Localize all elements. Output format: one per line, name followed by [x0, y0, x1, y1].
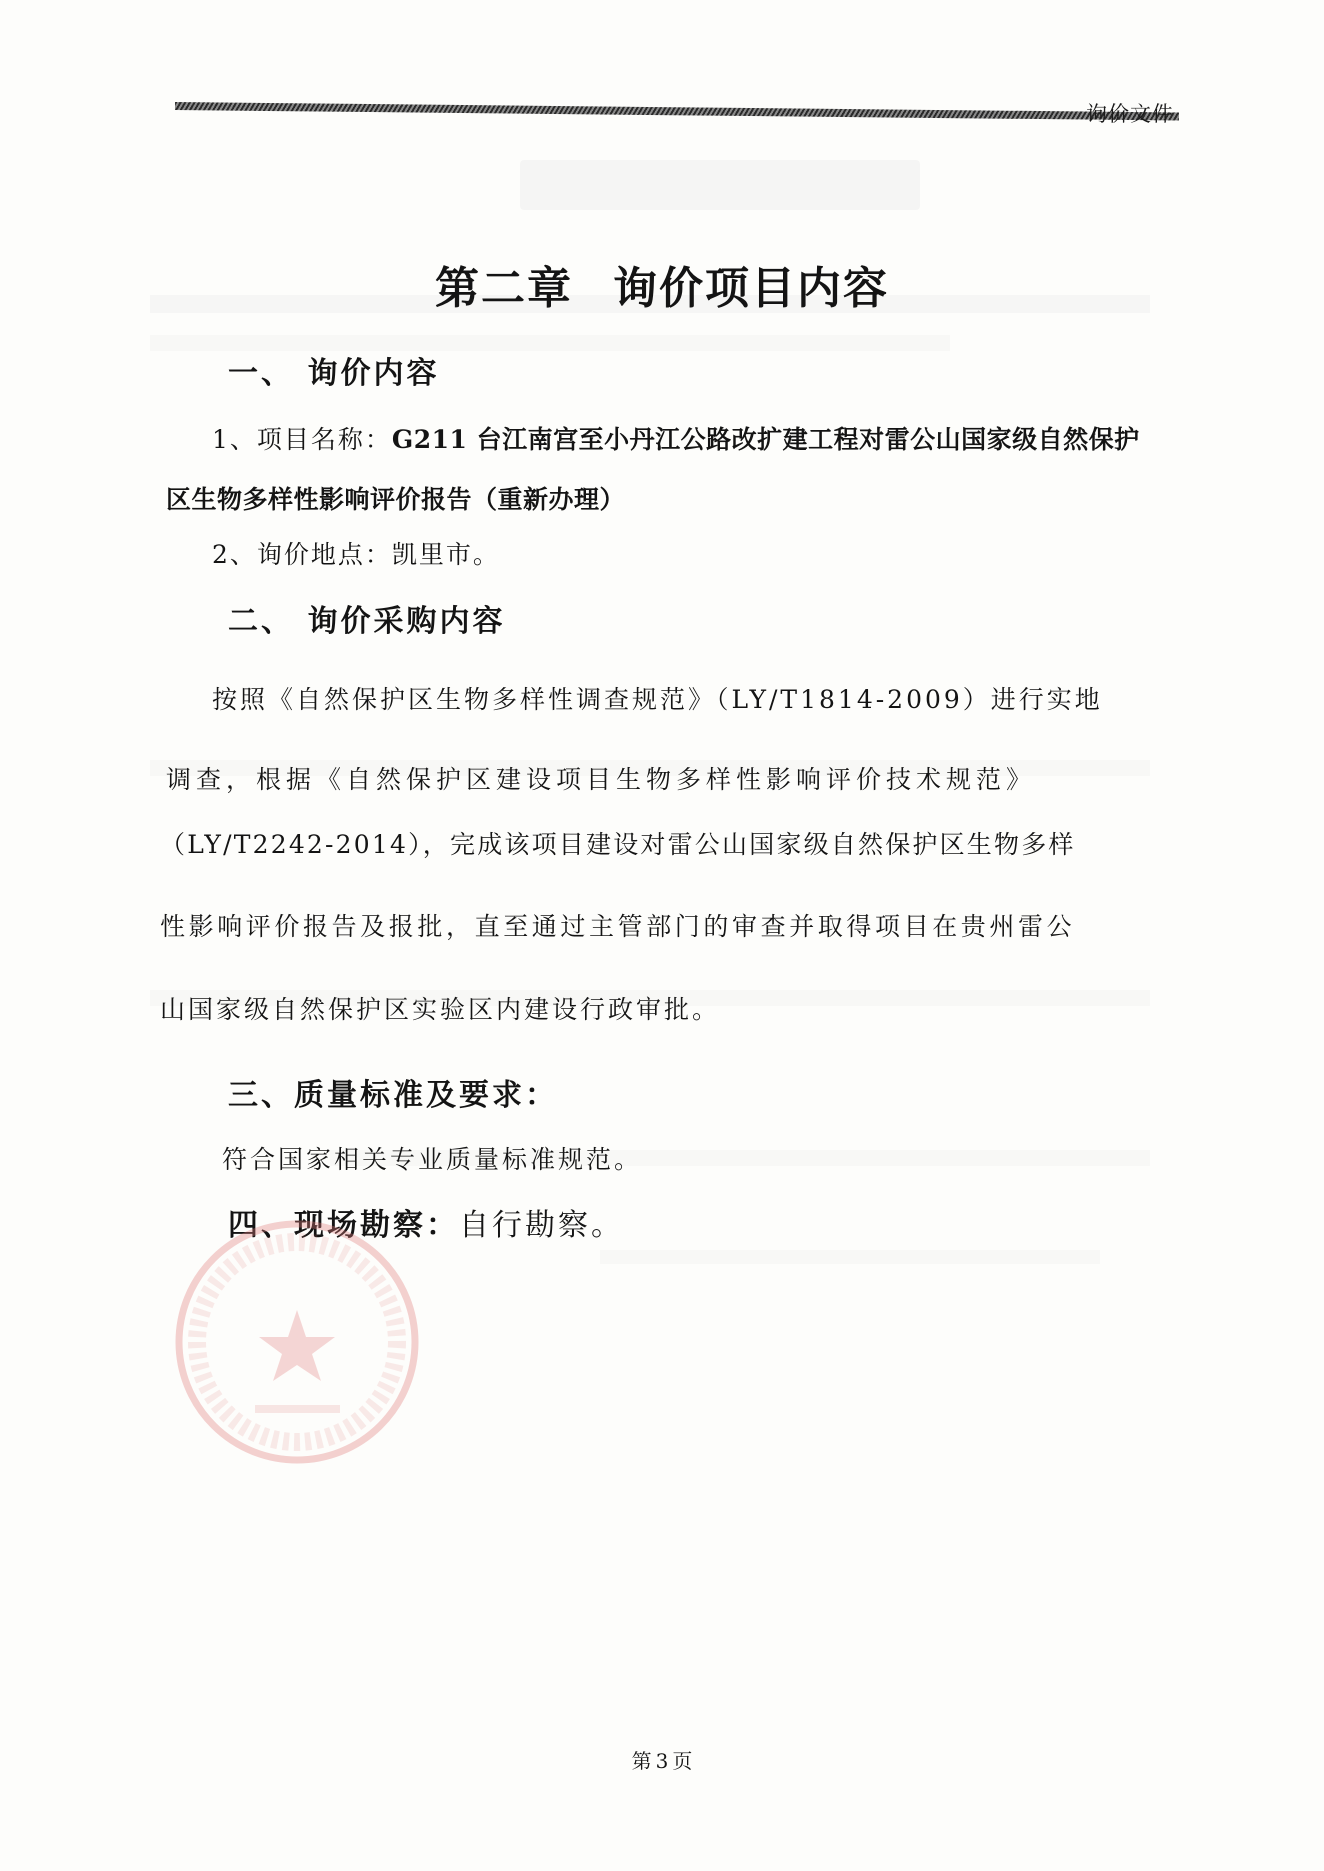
header-label: 询价文件 [1086, 102, 1174, 126]
section4-heading-bold: 四、现场勘察： [228, 1208, 459, 1243]
section4-heading-plain: 自行勘察。 [459, 1208, 624, 1243]
bleed-through-marks [520, 160, 920, 210]
page-number [0, 1745, 1324, 1774]
official-seal [170, 1215, 425, 1470]
section-heading-2: 二、 询价采购内容 [228, 604, 506, 639]
item1-line2: 区生物多样性影响评价报告（重新办理） [166, 485, 626, 514]
item1-prefix: 1、项目名称： [212, 425, 392, 454]
header-rule [175, 102, 1179, 121]
section3-text: 符合国家相关专业质量标准规范。 [222, 1145, 643, 1174]
item1-title-part1: G211 台江南宫至小丹江公路改扩建工程对雷公山国家级自然保护 [391, 425, 1140, 454]
section2-line5: 山国家级自然保护区实验区内建设行政审批。 [160, 995, 721, 1024]
item1-line1 [212, 420, 1140, 456]
section2-line3: （LY/T2242-2014），完成该项目建设对雷公山国家级自然保护区生物多样 [160, 830, 1076, 859]
section-heading-1: 一、 询价内容 [228, 356, 440, 391]
chapter-name: 询价项目内容 [613, 263, 889, 314]
page-suffix: 页 [672, 1749, 693, 1773]
chapter-number: 第二章 [435, 263, 573, 314]
page-prefix: 第 [631, 1749, 652, 1773]
bleed-through-marks [600, 1250, 1100, 1264]
section2-line1: 按照《自然保护区生物多样性调查规范》（LY/T1814-2009）进行实地 [212, 685, 1103, 714]
page-number-value: 3 [655, 1749, 669, 1773]
section-heading-3: 三、质量标准及要求： [228, 1078, 558, 1113]
section2-line4: 性影响评价报告及报批，直至通过主管部门的审查并取得项目在贵州雷公 [160, 912, 1076, 941]
chapter-title [0, 252, 1324, 316]
item2-line: 2、询价地点：凯里市。 [212, 540, 500, 569]
section2-line2: 调查，根据《自然保护区建设项目生物多样性影响评价技术规范》 [166, 765, 1037, 794]
